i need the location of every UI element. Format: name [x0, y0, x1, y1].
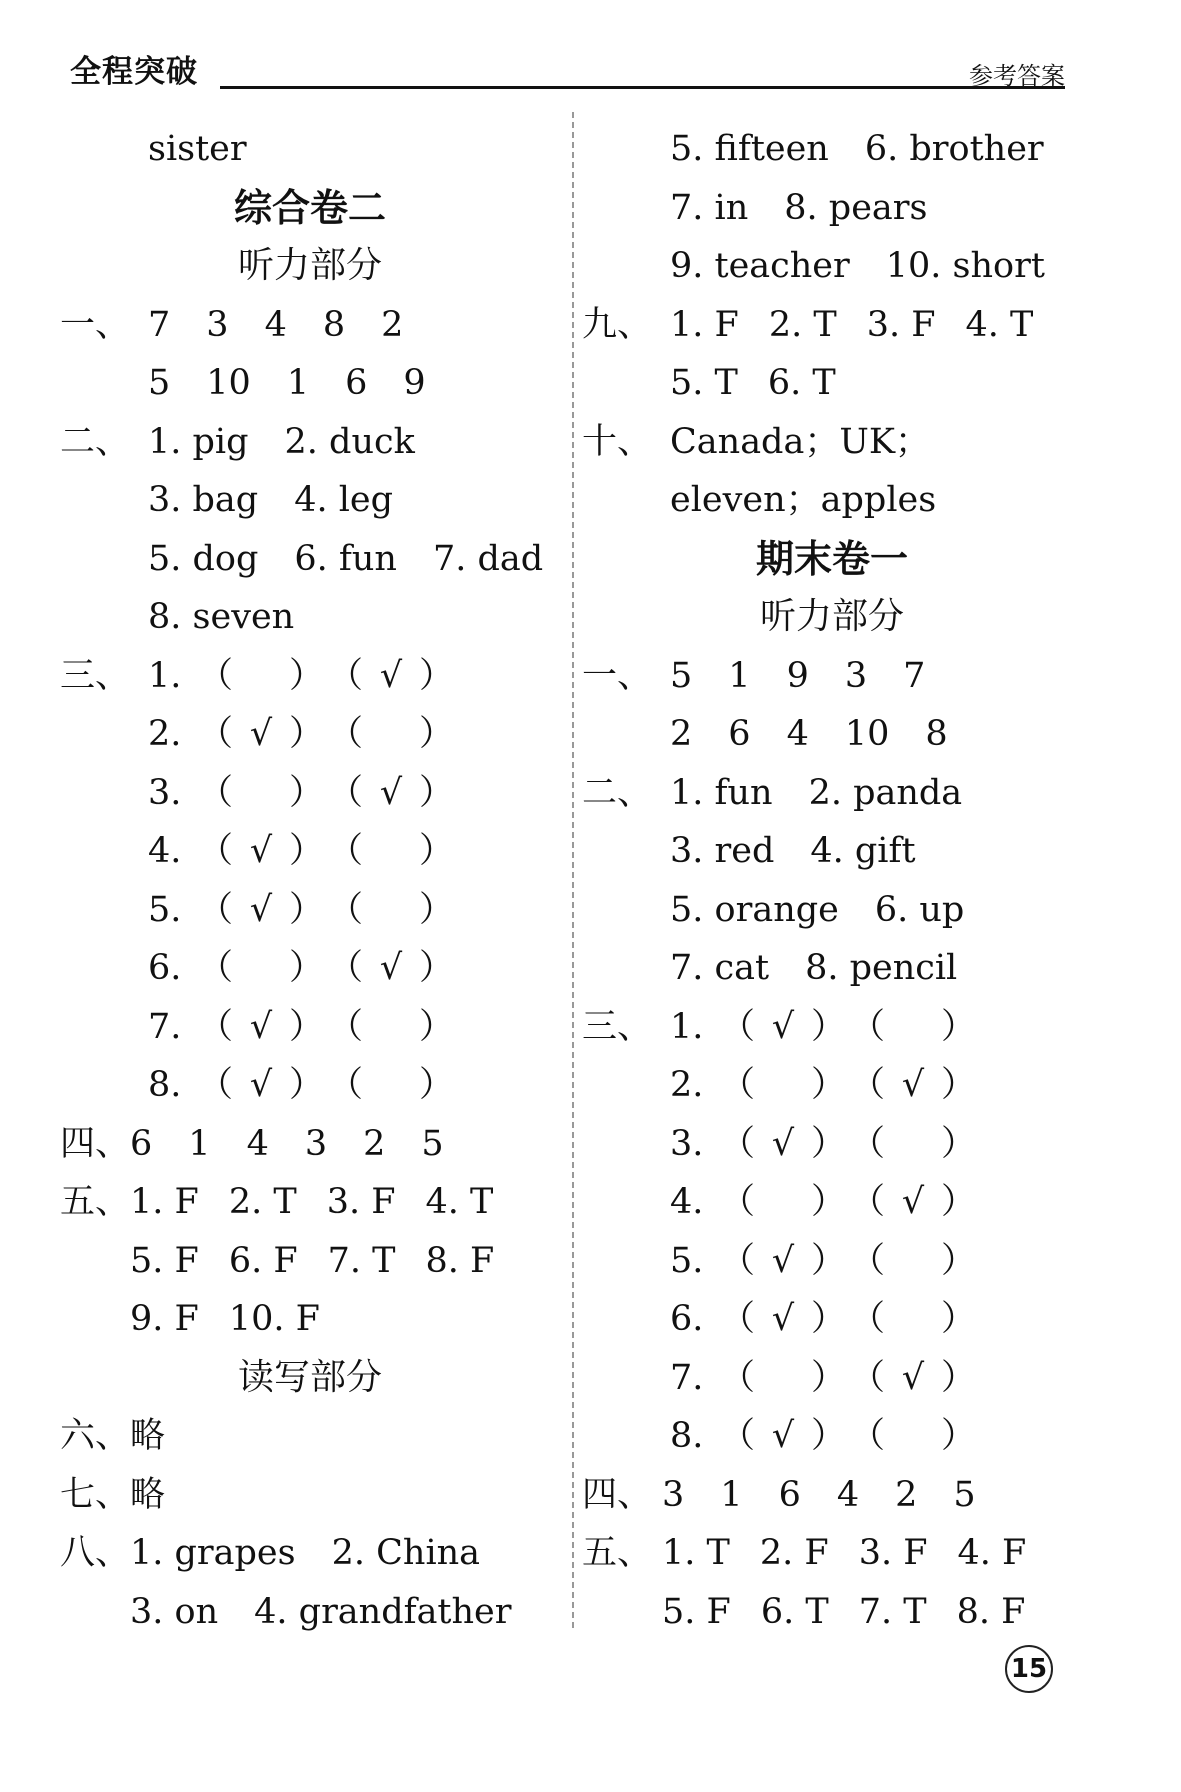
- answer: 1. grapes: [130, 1533, 296, 1573]
- answer: 1: [286, 363, 310, 403]
- question-number: 一、: [60, 304, 131, 345]
- question-number: 一、: [582, 655, 653, 696]
- choice-right: （ ）: [328, 889, 455, 930]
- answer: 9: [786, 655, 809, 696]
- question-3-row: [582, 1349, 1082, 1408]
- answer: 3: [844, 655, 868, 696]
- choice-left: （ √ ）: [720, 1407, 824, 1466]
- answer: 2. China: [331, 1533, 481, 1573]
- answer: 1. F: [670, 304, 739, 345]
- answer: 6: [345, 363, 368, 403]
- subsection-title: 听力部分: [237, 245, 382, 286]
- answer: 2: [895, 1474, 918, 1515]
- question-10-row-2: [582, 471, 1082, 530]
- choice-right: （ ）: [850, 1416, 977, 1456]
- question-3-row: [60, 998, 560, 1057]
- item-number: 5.: [670, 1240, 704, 1281]
- column-divider: [572, 112, 574, 1632]
- choice-left: （ ）: [720, 1182, 847, 1222]
- question-number: 六、: [60, 1416, 131, 1456]
- answer: 1. pig: [148, 421, 249, 462]
- question-3-row: [60, 705, 560, 764]
- answer: 3: [304, 1123, 328, 1164]
- choice-left: （ √ ）: [720, 1115, 824, 1174]
- question-number: 十、: [582, 421, 653, 462]
- choice-right: （ √ ）: [850, 1349, 954, 1408]
- item-number: 1.: [670, 1006, 704, 1047]
- answer: 3. red: [670, 831, 775, 871]
- answer: 4. F: [957, 1533, 1027, 1573]
- check-mark: √: [901, 1182, 925, 1222]
- answer: 6. F: [228, 1240, 298, 1281]
- answer: 5. F: [130, 1240, 199, 1281]
- answer: 9: [403, 363, 426, 403]
- answer: 2: [381, 304, 404, 345]
- item-number: 6.: [670, 1299, 704, 1339]
- answer: 2: [670, 714, 693, 754]
- question-6-row: [60, 1407, 560, 1466]
- header-rule: [220, 86, 1065, 89]
- answer: 8. pears: [784, 187, 928, 228]
- answer: 7: [903, 655, 926, 696]
- answer: 1. T: [662, 1533, 730, 1573]
- check-mark: √: [771, 1006, 795, 1047]
- answer: 8. F: [956, 1591, 1026, 1632]
- answer: 5: [953, 1474, 976, 1515]
- check-mark: √: [249, 1065, 273, 1105]
- question-8-continued-row-1: [582, 120, 1082, 179]
- answer: 2. duck: [284, 421, 415, 462]
- check-mark: √: [901, 1065, 925, 1105]
- section-title: 期末卷一: [755, 536, 908, 581]
- answer: 5: [421, 1123, 444, 1164]
- item-number: 2.: [148, 714, 182, 754]
- choice-right: （ ）: [850, 1240, 977, 1281]
- check-mark: √: [249, 831, 273, 871]
- answer: 4: [264, 304, 287, 345]
- choice-left: （ √ ）: [198, 998, 302, 1057]
- question-3-row: [582, 1173, 1082, 1232]
- question-3-row: [60, 647, 560, 706]
- answer: 6: [778, 1474, 801, 1515]
- answer: 7. T: [858, 1591, 927, 1632]
- right-column: [582, 120, 1082, 1641]
- question-number: 四、: [60, 1123, 131, 1164]
- answer: 1: [188, 1123, 211, 1164]
- question-3-row: [582, 998, 1082, 1057]
- question-3-row: [582, 1056, 1082, 1115]
- item-number: 8.: [670, 1416, 704, 1456]
- question-number: 三、: [582, 1006, 653, 1047]
- question-number: 八、: [60, 1533, 131, 1573]
- header-section-label: 参考答案: [969, 62, 1065, 90]
- answer: 6. up: [874, 889, 965, 930]
- question-5-row-1: [60, 1173, 560, 1232]
- answer: 7. dad: [432, 538, 544, 579]
- answer: 2. F: [759, 1533, 829, 1573]
- question-number: 五、: [60, 1182, 131, 1222]
- choice-left: （ √ ）: [198, 705, 302, 764]
- answer: 4. T: [965, 304, 1034, 345]
- question-number: 九、: [582, 304, 653, 345]
- answer: 5. fifteen: [670, 129, 829, 169]
- choice-left: （ √ ）: [198, 822, 302, 881]
- question-3-row: [60, 1056, 560, 1115]
- answer: 8: [925, 714, 948, 754]
- answer: 4: [246, 1123, 269, 1164]
- question-number: 二、: [60, 421, 131, 462]
- question-3-row: [60, 881, 560, 940]
- carry-over-answer: [60, 120, 560, 179]
- question-8-continued-row-3: [582, 237, 1082, 296]
- answer: 5. F: [662, 1591, 731, 1632]
- answer: 7: [148, 304, 171, 345]
- answer: 10. F: [228, 1299, 320, 1339]
- check-mark: √: [901, 1357, 925, 1398]
- answer: 6. T: [767, 363, 836, 403]
- item-number: 7.: [148, 1006, 182, 1047]
- check-mark: √: [771, 1240, 795, 1281]
- check-mark: √: [379, 772, 403, 813]
- choice-right: （ ）: [850, 1123, 977, 1164]
- item-number: 1.: [148, 655, 182, 696]
- question-number: 七、: [60, 1474, 131, 1515]
- check-mark: √: [771, 1299, 795, 1339]
- question-number: 三、: [60, 655, 131, 696]
- check-mark: √: [249, 714, 273, 754]
- question-3-row: [60, 939, 560, 998]
- answer: 10: [206, 363, 251, 403]
- answer: 5. dog: [148, 538, 259, 579]
- choice-right: （ ）: [850, 1299, 977, 1339]
- answer: 6: [728, 714, 751, 754]
- question-1-row-2: [60, 354, 560, 413]
- check-mark: √: [379, 948, 403, 988]
- question-3-row: [60, 764, 560, 823]
- answer: 1. F: [130, 1182, 199, 1222]
- answer: 10. short: [885, 246, 1045, 286]
- answer: 略: [130, 1474, 166, 1515]
- answer: 5: [148, 363, 171, 403]
- question-3-row: [582, 1232, 1082, 1291]
- question-3-row: [582, 1290, 1082, 1349]
- check-mark: √: [249, 889, 273, 930]
- answer: 4. gift: [810, 831, 916, 871]
- check-mark: √: [771, 1123, 795, 1164]
- answer: Canada；UK；: [670, 421, 930, 462]
- answer: 6. T: [760, 1591, 829, 1632]
- question-3-row: [60, 822, 560, 881]
- item-number: 4.: [148, 831, 182, 871]
- answer: 1: [728, 655, 751, 696]
- choice-left: （ ）: [198, 772, 325, 813]
- choice-right: （ ）: [328, 714, 455, 754]
- answer: 略: [130, 1416, 166, 1456]
- question-number: 四、: [582, 1474, 653, 1515]
- question-5-row-2: [60, 1232, 560, 1291]
- answer: 3. on: [130, 1591, 219, 1632]
- question-2-row-1: [582, 764, 1082, 823]
- question-1-row-1: [60, 296, 560, 355]
- question-8-row-1: [60, 1524, 560, 1583]
- choice-left: （ √ ）: [198, 1056, 302, 1115]
- item-number: 3.: [670, 1123, 704, 1164]
- question-8-continued-row-2: [582, 179, 1082, 238]
- question-number: 二、: [582, 772, 653, 813]
- answer: 1. fun: [670, 772, 773, 813]
- answer: 1: [720, 1474, 743, 1515]
- question-8-row-2: [60, 1583, 560, 1642]
- subsection-title: 读写部分: [237, 1356, 382, 1398]
- choice-left: （ √ ）: [198, 881, 302, 940]
- item-number: 7.: [670, 1357, 704, 1398]
- answer: 9. teacher: [670, 246, 850, 286]
- answer: 4. grandfather: [254, 1591, 512, 1632]
- answer: 7. T: [327, 1240, 396, 1281]
- answer: 8. pencil: [805, 948, 958, 988]
- question-9-row-2: [582, 354, 1082, 413]
- answer: 10: [844, 714, 890, 754]
- choice-right: （ √ ）: [850, 1173, 954, 1232]
- answer: 4: [786, 714, 809, 754]
- choice-right: （ ）: [850, 1006, 977, 1047]
- answer: 8. F: [425, 1240, 495, 1281]
- answer: 2. T: [768, 304, 837, 345]
- item-number: 6.: [148, 948, 182, 988]
- choice-left: （ ）: [720, 1357, 847, 1398]
- question-5-row-3: [60, 1290, 560, 1349]
- answer: 3. F: [326, 1182, 396, 1222]
- item-number: 3.: [148, 772, 182, 813]
- choice-right: （ √ ）: [328, 764, 432, 823]
- page-header: [70, 38, 1065, 90]
- choice-right: （ √ ）: [850, 1056, 954, 1115]
- question-3-row: [582, 1407, 1082, 1466]
- answer: 2. T: [228, 1182, 297, 1222]
- choice-left: （ √ ）: [720, 998, 824, 1057]
- answer: eleven；apples: [670, 480, 937, 520]
- answer: 4. leg: [294, 480, 394, 520]
- brand-title: 全程突破: [70, 54, 198, 90]
- choice-left: （ ）: [198, 948, 325, 988]
- answer: 3. F: [858, 1533, 928, 1573]
- answer: 3. bag: [148, 480, 259, 520]
- question-number: 五、: [582, 1533, 653, 1573]
- answer: 6. brother: [864, 129, 1044, 169]
- section-title: 综合卷二: [233, 185, 386, 230]
- choice-left: （ ）: [720, 1065, 847, 1105]
- question-2-row-3: [60, 530, 560, 589]
- choice-right: （ ）: [328, 1065, 455, 1105]
- choice-left: （ √ ）: [720, 1232, 824, 1291]
- question-4-row: [582, 1466, 1082, 1525]
- answer: 6: [130, 1123, 153, 1164]
- check-mark: √: [771, 1416, 795, 1456]
- question-2-row-4: [60, 588, 560, 647]
- answer: 3: [206, 304, 229, 345]
- question-9-row-1: [582, 296, 1082, 355]
- answer: 3: [662, 1474, 685, 1515]
- answer: 6. fun: [294, 538, 397, 579]
- question-2-row-1: [60, 413, 560, 472]
- answer: 4. T: [425, 1182, 494, 1222]
- item-number: 5.: [148, 889, 182, 930]
- answer: 4: [836, 1474, 860, 1515]
- answer: 7. in: [670, 187, 749, 228]
- subsection-title: 听力部分: [759, 596, 904, 637]
- answer: 5: [670, 655, 693, 696]
- choice-right: （ ）: [328, 1006, 455, 1047]
- item-number: 2.: [670, 1065, 704, 1105]
- choice-left: （ √ ）: [720, 1290, 824, 1349]
- answer: 9. F: [130, 1299, 199, 1339]
- question-10-row-1: [582, 413, 1082, 472]
- question-1-row-2: [582, 705, 1082, 764]
- choice-right: （ ）: [328, 831, 455, 871]
- item-number: 8.: [148, 1065, 182, 1105]
- page-number: 15: [1005, 1645, 1053, 1693]
- choice-right: （ √ ）: [328, 647, 432, 706]
- question-5-row-2: [582, 1583, 1082, 1642]
- question-2-row-3: [582, 881, 1082, 940]
- question-2-row-2: [60, 471, 560, 530]
- question-2-row-2: [582, 822, 1082, 881]
- question-1-row-1: [582, 647, 1082, 706]
- answer: 2. panda: [808, 772, 963, 813]
- check-mark: √: [379, 655, 403, 696]
- question-5-row-1: [582, 1524, 1082, 1583]
- answer: 2: [363, 1123, 386, 1164]
- item-number: 4.: [670, 1182, 704, 1222]
- answer: 5. T: [670, 363, 738, 403]
- question-2-row-4: [582, 939, 1082, 998]
- choice-right: （ √ ）: [328, 939, 432, 998]
- answer: 5. orange: [670, 889, 839, 930]
- question-3-row: [582, 1115, 1082, 1174]
- answer: 7. cat: [670, 948, 770, 988]
- question-7-row: [60, 1466, 560, 1525]
- check-mark: √: [249, 1006, 273, 1047]
- left-column: [60, 120, 560, 1641]
- choice-left: （ ）: [198, 655, 325, 696]
- question-4-row: [60, 1115, 560, 1174]
- answer: 8: [322, 304, 346, 345]
- carry-text: sister: [148, 129, 247, 169]
- answer: 8. seven: [148, 597, 295, 637]
- answer: 3. F: [866, 304, 936, 345]
